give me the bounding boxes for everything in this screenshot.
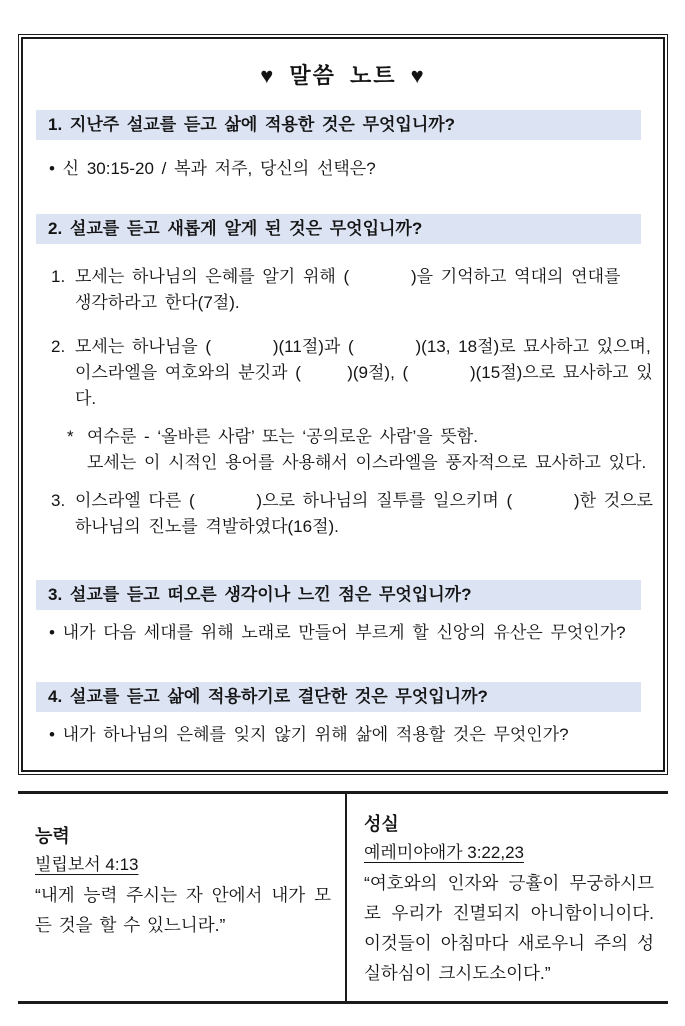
page-title: ♥ 말씀 노트 ♥ — [260, 63, 426, 88]
verse-text: “내게 능력 주시는 자 안에서 내가 모든 것을 할 수 있느니라.” — [35, 885, 331, 935]
item-marker: 2. — [51, 337, 66, 356]
question-3-bullet: • 내가 다음 세대를 위해 노래로 만들어 부르게 할 신앙의 유산은 무엇인가? — [49, 623, 626, 642]
verse-text: “여호와의 인자와 긍휼이 무궁하시므로 우리가 진멸되지 아니함이니이다. 이것들이 아침마다 새로우니 주의 성실하심이 크시도소이다.” — [364, 873, 654, 983]
item-line: 하나님의 진노를 격발하였다(16절). — [75, 517, 339, 536]
question-2-heading: 2. 설교를 듣고 새롭게 알게 된 것은 무엇입니까? — [36, 214, 641, 244]
item-lines — [75, 488, 653, 540]
verse-reference: 빌립보서 4:13 — [35, 855, 139, 874]
verse-footer — [18, 791, 668, 1004]
item-line: 여수룬 - ‘올바른 사람’ 또는 ‘공의로운 사람’을 뜻함. — [87, 427, 478, 446]
item-line: 생각하라고 한다(7절). — [75, 293, 240, 312]
item-lines — [75, 264, 653, 316]
item-marker: 1. — [51, 267, 66, 286]
item-line: 이스라엘 다른 ( )으로 하나님의 질투를 일으키며 ( )한 것으로 — [75, 491, 653, 510]
item-line: 모세는 이 시적인 용어를 사용해서 이스라엘을 풍자적으로 묘사하고 있다. — [87, 453, 647, 472]
verse-cell-power — [18, 794, 345, 1001]
item-marker: * — [67, 427, 74, 446]
question-1-bullet: • 신 30:15-20 / 복과 저주, 당신의 선택은? — [49, 159, 376, 178]
verse-title: 성실 — [364, 814, 399, 834]
verse-reference: 예레미야애가 3:22,23 — [364, 843, 524, 862]
item-line: 모세는 하나님을 ( )(11절)과 ( )(13, 18절)로 묘사하고 있으며, — [75, 337, 651, 356]
question-4-heading: 4. 설교를 듣고 삶에 적용하기로 결단한 것은 무엇입니까? — [36, 682, 641, 712]
item-marker: 3. — [51, 491, 66, 510]
item-lines — [87, 424, 653, 476]
note-item — [33, 488, 653, 540]
sermon-note-inner — [21, 37, 665, 772]
verse-title: 능력 — [35, 826, 70, 846]
note-footnote — [33, 424, 653, 476]
note-item — [33, 334, 653, 412]
question-4-bullet: • 내가 하나님의 은혜를 잊지 않기 위해 삶에 적용할 것은 무엇인가? — [49, 725, 569, 744]
item-line: 이스라엘을 여호와의 분깃과 ( )(9절), ( )(15절)으로 묘사하고 있다. — [75, 363, 653, 408]
verse-cell-faithfulness — [345, 794, 668, 1001]
sermon-note-box — [18, 34, 668, 775]
item-lines — [75, 334, 653, 412]
question-3-heading: 3. 설교를 듣고 떠오른 생각이나 느낀 점은 무엇입니까? — [36, 580, 641, 610]
item-line: 모세는 하나님의 은혜를 알기 위해 ( )을 기억하고 역대의 연대를 — [75, 267, 621, 286]
question-1-heading: 1. 지난주 설교를 듣고 삶에 적용한 것은 무엇입니까? — [36, 110, 641, 140]
note-item — [33, 264, 653, 316]
